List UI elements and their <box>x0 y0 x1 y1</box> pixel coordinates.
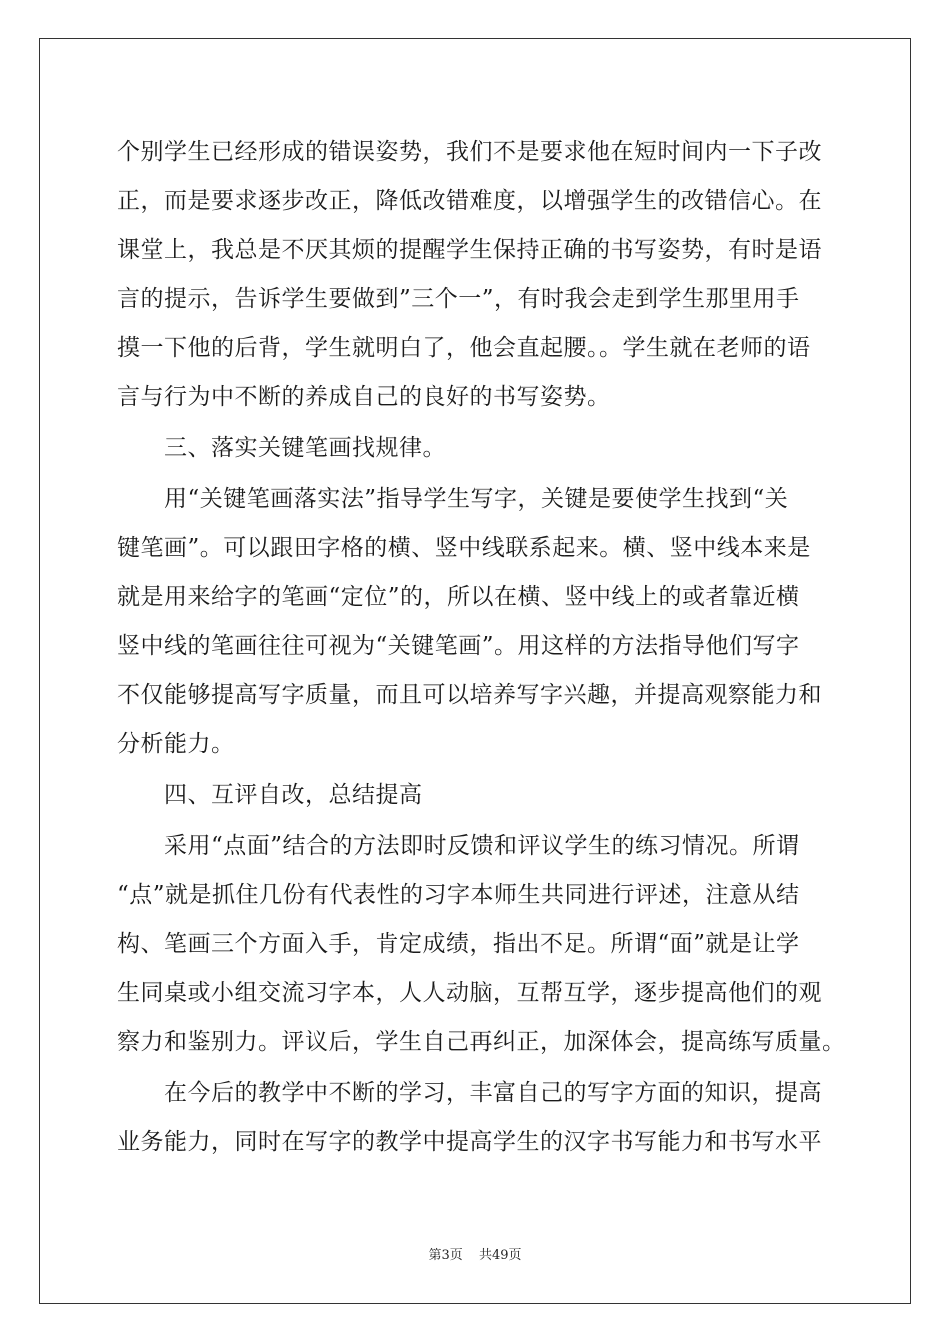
text-line: 用“关键笔画落实法”指导学生写字，关键是要使学生找到“关 <box>164 486 789 512</box>
text-line: 个别学生已经形成的错误姿势，我们不是要求他在短时间内一下子改 <box>117 139 822 165</box>
text-line: 竖中线的笔画往往可视为“关键笔画”。用这样的方法指导他们写字 <box>117 633 800 659</box>
text-line: 构、笔画三个方面入手，肯定成绩，指出不足。所谓“面”就是让学 <box>117 931 800 957</box>
text-line: 键笔画”。可以跟田字格的横、竖中线联系起来。横、竖中线本来是 <box>117 535 811 561</box>
text-line: 分析能力。 <box>117 731 235 757</box>
text-line: 就是用来给字的笔画“定位”的，所以在横、竖中线上的或者靠近横 <box>117 584 800 610</box>
text-line: 不仅能够提高写字质量，而且可以培养写字兴趣，并提高观察能力和 <box>117 682 822 708</box>
text-line: 采用“点面”结合的方法即时反馈和评议学生的练习情况。所谓 <box>164 833 800 859</box>
text-line: 生同桌或小组交流习字本，人人动脑，互帮互学，逐步提高他们的观 <box>117 980 822 1006</box>
page-total: 共49页 <box>478 1248 522 1263</box>
text-line: 摸一下他的后背，学生就明白了，他会直起腰。。学生就在老师的语 <box>117 335 811 361</box>
text-line: 察力和鉴别力。评议后，学生自己再纠正，加深体会，提高练写质量。 <box>117 1029 846 1055</box>
section-heading: 四、互评自改，总结提高 <box>164 782 423 808</box>
text-line: 课堂上，我总是不厌其烦的提醒学生保持正确的书写姿势，有时是语 <box>117 237 822 263</box>
text-line: “点”就是抓住几份有代表性的习字本师生共同进行评述，注意从结 <box>117 882 800 908</box>
page-footer <box>0 1247 950 1265</box>
text-line: 在今后的教学中不断的学习，丰富自己的写字方面的知识，提高 <box>164 1080 822 1106</box>
page-number: 第3页 <box>428 1248 463 1263</box>
text-line: 言的提示，告诉学生要做到”三个一”，有时我会走到学生那里用手 <box>117 286 800 312</box>
page-border <box>39 38 911 1304</box>
text-line: 业务能力，同时在写字的教学中提高学生的汉字书写能力和书写水平 <box>117 1129 822 1155</box>
section-heading: 三、落实关键笔画找规律。 <box>164 435 446 461</box>
text-line: 言与行为中不断的养成自己的良好的书写姿势。 <box>117 384 611 410</box>
text-line: 正，而是要求逐步改正，降低改错难度，以增强学生的改错信心。在 <box>117 188 822 214</box>
